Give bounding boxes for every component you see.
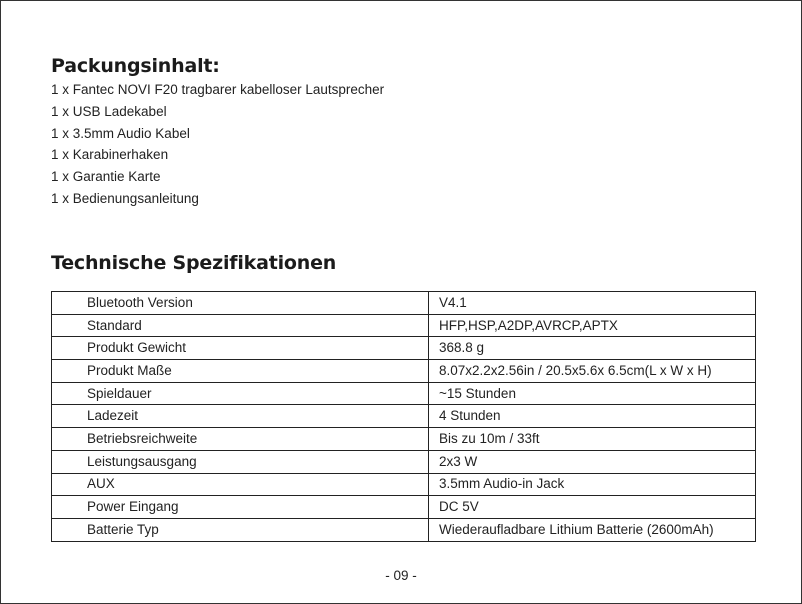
list-item: 1 x Fantec NOVI F20 tragbarer kabelloser Lautsprecher xyxy=(51,82,385,97)
list-item: 1 x 3.5mm Audio Kabel xyxy=(51,125,190,141)
spec-value: 2x3 W xyxy=(429,450,756,473)
table-row xyxy=(52,450,756,473)
spec-key: Leistungsausgang xyxy=(52,450,429,473)
list-item: 1 x Garantie Karte xyxy=(51,169,161,185)
spec-value: 368.8 g xyxy=(429,337,756,360)
spec-key: Betriebsreichweite xyxy=(52,428,429,451)
spec-key: Batterie Typ xyxy=(52,518,429,541)
page-number: - 09 - xyxy=(385,568,417,583)
table-row xyxy=(52,405,756,428)
spec-key: Power Eingang xyxy=(52,496,429,519)
list-item: 1 x USB Ladekabel xyxy=(51,103,167,119)
tech-specs-heading: Technische Spezifikationen xyxy=(51,252,337,274)
spec-key: Ladezeit xyxy=(52,405,429,428)
spec-key: Bluetooth Version xyxy=(52,292,429,315)
table-row xyxy=(52,337,756,360)
spec-value: V4.1 xyxy=(429,292,756,315)
spec-value: 8.07x2.2x2.56in / 20.5x5.6x 6.5cm(L x W x H) xyxy=(429,360,756,383)
spec-key: Spieldauer xyxy=(52,382,429,405)
table-row xyxy=(52,473,756,496)
spec-value: ~15 Stunden xyxy=(429,382,756,405)
list-item: 1 x Bedienungsanleitung xyxy=(51,190,199,206)
spec-key: Standard xyxy=(52,314,429,337)
table-row xyxy=(52,292,756,315)
spec-value: Wiederaufladbare Lithium Batterie (2600mAh) xyxy=(429,518,756,541)
spec-value: 4 Stunden xyxy=(429,405,756,428)
list-item: 1 x Karabinerhaken xyxy=(51,147,169,163)
package-contents-list xyxy=(51,79,384,210)
table-row xyxy=(52,314,756,337)
table-row xyxy=(52,360,756,383)
spec-key: Produkt Maße xyxy=(52,360,429,383)
spec-value: DC 5V xyxy=(429,496,756,519)
spec-value: Bis zu 10m / 33ft xyxy=(429,428,756,451)
table-row xyxy=(52,518,756,541)
spec-key: AUX xyxy=(52,473,429,496)
table-row xyxy=(52,496,756,519)
tech-specs-table xyxy=(51,291,756,542)
spec-key: Produkt Gewicht xyxy=(52,337,429,360)
spec-value: 3.5mm Audio-in Jack xyxy=(429,473,756,496)
table-row xyxy=(52,382,756,405)
table-row xyxy=(52,428,756,451)
package-contents-heading: Packungsinhalt: xyxy=(51,55,220,77)
spec-value: HFP,HSP,A2DP,AVRCP,APTX xyxy=(429,314,756,337)
